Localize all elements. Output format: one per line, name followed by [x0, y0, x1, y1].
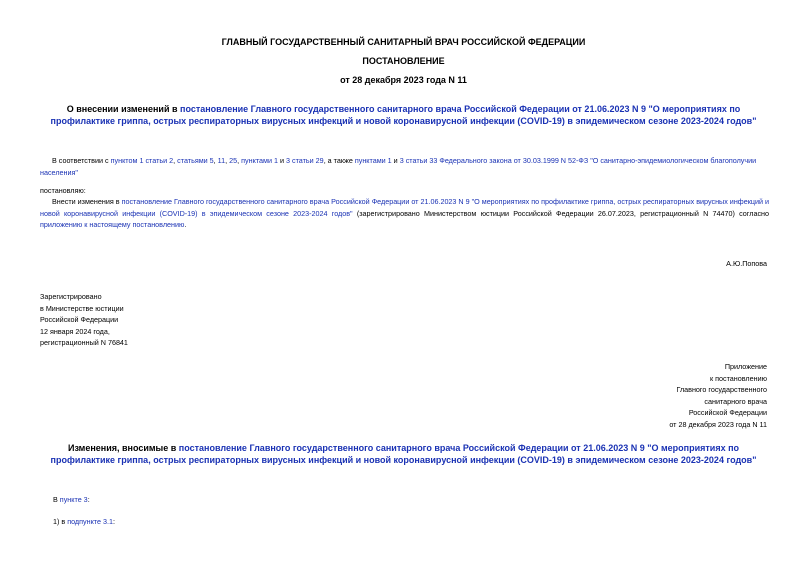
- appendix-line: санитарного врача: [704, 396, 767, 406]
- body-text: .: [184, 220, 187, 229]
- item-subpoint-3-1: [53, 516, 115, 528]
- item-point-3: [53, 494, 90, 506]
- law-link[interactable]: 11: [217, 156, 226, 165]
- appendix-line: к постановлению: [709, 373, 767, 383]
- appendix-block: [669, 361, 767, 430]
- resolution-link[interactable]: постановление Главного государственного санитарного врача Российской Федерации от 21.06.2023 N 9 "О мероприятиях по профилактике гриппа, острых респираторных вирусных инфекций и новой коронавирусной инфекции (COVID-19) в эпидемическом сезоне 2023-2024 годов": [40, 197, 770, 218]
- decree-word: постановляю:: [40, 186, 86, 195]
- item-text: :: [87, 495, 90, 504]
- body-paragraph: [40, 196, 769, 231]
- title-prefix: О внесении изменений в: [66, 104, 181, 114]
- law-link[interactable]: пунктами 1: [241, 156, 278, 165]
- document-title: [40, 104, 767, 127]
- body-text: Внести изменения в: [52, 197, 122, 206]
- law-link[interactable]: 3 статьи 33 Федерального закона от 30.03.1999 N 52-ФЗ "О санитарно-эпидемиологическом благополучии населения": [40, 156, 757, 177]
- law-link[interactable]: 3 статьи 29: [286, 156, 324, 165]
- appendix-line: от 28 декабря 2023 года N 11: [669, 419, 767, 429]
- point-3-link[interactable]: пункте 3: [59, 495, 88, 504]
- changes-title-link[interactable]: постановление Главного государственного санитарного врача Российской Федерации от 21.06.2023 N 9 "О мероприятиях по профилактике гриппа, острых респираторных вирусных инфекций и новой коронавирусной инфекции (COVID-19) в эпидемическом сезоне 2023-2024 годов": [50, 443, 757, 465]
- preamble-text: ,: [213, 156, 218, 165]
- item-text: 1) в: [53, 517, 68, 526]
- law-link[interactable]: 25: [229, 156, 238, 165]
- preamble-text: , а также: [323, 156, 355, 165]
- subpoint-3-1-link[interactable]: подпункте 3.1: [67, 517, 114, 526]
- preamble-text: ,: [173, 156, 178, 165]
- item-text: :: [113, 517, 116, 526]
- preamble-text: ,: [237, 156, 242, 165]
- appendix-link[interactable]: приложению к настоящему постановлению: [40, 220, 185, 229]
- preamble-text: и: [277, 156, 286, 165]
- appendix-line: Приложение: [724, 362, 767, 371]
- document-date: от 28 декабря 2023 года N 11: [340, 75, 467, 85]
- registration-line: Российской Федерации: [40, 315, 119, 324]
- preamble-paragraph: [40, 155, 775, 178]
- registration-line: в Министерстве юстиции: [40, 303, 124, 313]
- registration-line: Зарегистрировано: [40, 292, 102, 301]
- item-text: В: [53, 495, 60, 504]
- changes-title-prefix: Изменения, вносимые в: [67, 443, 179, 453]
- appendix-line: Главного государственного: [676, 385, 767, 394]
- preamble-text: ,: [225, 156, 230, 165]
- law-link[interactable]: пунктом 1 статьи 2: [110, 156, 174, 165]
- law-link[interactable]: статьями 5: [177, 156, 214, 165]
- law-link[interactable]: пунктами 1: [354, 156, 392, 165]
- preamble-text: В соответствии с: [52, 156, 111, 165]
- title-link[interactable]: постановление Главного государственного санитарного врача Российской Федерации от 21.06.2023 N 9 "О мероприятиях по профилактике гриппа, острых респираторных вирусных инфекций и новой коронавирусной инфекции (COVID-19) в эпидемическом сезоне 2023-2024 годов": [50, 104, 757, 126]
- document-type: ПОСТАНОВЛЕНИЕ: [362, 56, 445, 66]
- body-text: (зарегистрировано Министерством юстиции Российской Федерации 26.07.2023, регистрационный N 74470) согласно: [352, 208, 769, 218]
- registration-line: регистрационный N 76841: [40, 338, 128, 347]
- preamble-text: и: [391, 156, 400, 165]
- changes-title: [40, 443, 767, 466]
- registration-block: [40, 291, 128, 349]
- issuing-authority: ГЛАВНЫЙ ГОСУДАРСТВЕННЫЙ САНИТАРНЫЙ ВРАЧ РОССИЙСКОЙ ФЕДЕРАЦИИ: [221, 37, 586, 47]
- appendix-line: Российской Федерации: [688, 408, 767, 417]
- registration-line: 12 января 2024 года,: [40, 326, 110, 336]
- signature: А.Ю.Попова: [726, 259, 767, 268]
